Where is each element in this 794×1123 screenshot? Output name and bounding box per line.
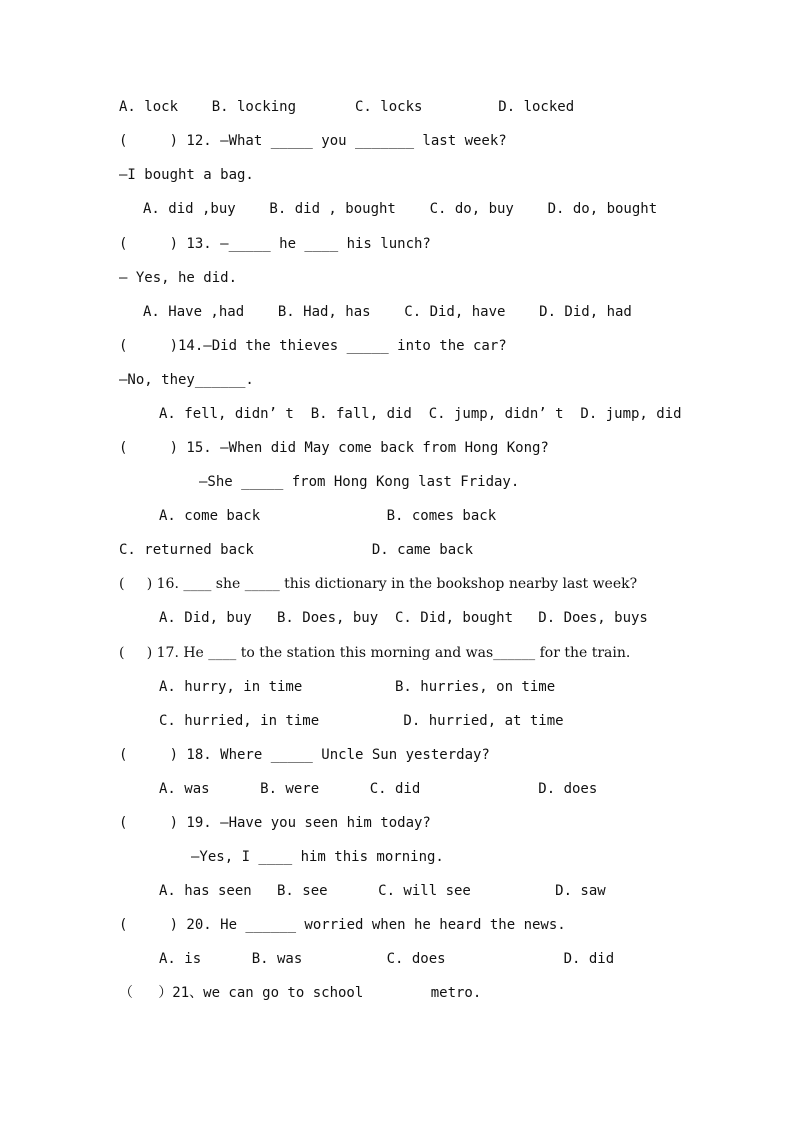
- q17-question: ( ) 17. He ____ to the station this morning and was______ for the train.: [119, 645, 631, 661]
- q20-question: ( ) 20. He ______ worried when he heard the news.: [119, 917, 566, 933]
- q14-options: A. fell, didn’ t B. fall, did C. jump, didn’ t D. jump, did: [159, 406, 682, 422]
- q14-answer-line: —No, they______.: [119, 372, 254, 388]
- q12-question: ( ) 12. —What _____ you _______ last week?: [119, 133, 507, 149]
- q13-answer-line: — Yes, he did.: [119, 270, 238, 286]
- q12-options: A. did ,buy B. did , bought C. do, buy D. do, bought: [143, 201, 658, 217]
- q11-options: A. lock B. locking C. locks D. locked: [119, 99, 575, 115]
- q19-answer-line: —Yes, I ____ him this morning.: [191, 849, 444, 865]
- q15-options-ab: A. come back B. comes back: [159, 508, 497, 524]
- q20-options: A. is B. was C. does D. did: [159, 951, 615, 967]
- q17-options-cd: C. hurried, in time D. hurried, at time: [159, 713, 564, 729]
- q16-question: ( ) 16. ____ she _____ this dictionary in the bookshop nearby last week?: [119, 576, 638, 592]
- q16-options: A. Did, buy B. Does, buy C. Did, bought D. Does, buys: [159, 610, 648, 626]
- q13-options: A. Have ,had B. Had, has C. Did, have D. Did, had: [143, 304, 632, 320]
- q17-options-ab: A. hurry, in time B. hurries, on time: [159, 679, 556, 695]
- q15-answer-line: —She _____ from Hong Kong last Friday.: [199, 474, 520, 490]
- q12-answer-line: —I bought a bag.: [119, 167, 254, 183]
- q13-question: ( ) 13. —_____ he ____ his lunch?: [119, 236, 431, 252]
- q18-question: ( ) 18. Where _____ Uncle Sun yesterday?: [119, 747, 490, 763]
- q19-options: A. has seen B. see C. will see D. saw: [159, 883, 606, 899]
- q14-question: ( )14.—Did the thieves _____ into the car?: [119, 338, 507, 354]
- q15-options-cd: C. returned back D. came back: [119, 542, 474, 558]
- q15-question: ( ) 15. —When did May come back from Hong Kong?: [119, 440, 549, 456]
- q19-question: ( ) 19. —Have you seen him today?: [119, 815, 431, 831]
- q21-question: （ ）21、we can go to school metro.: [119, 985, 482, 1001]
- q18-options: A. was B. were C. did D. does: [159, 781, 598, 797]
